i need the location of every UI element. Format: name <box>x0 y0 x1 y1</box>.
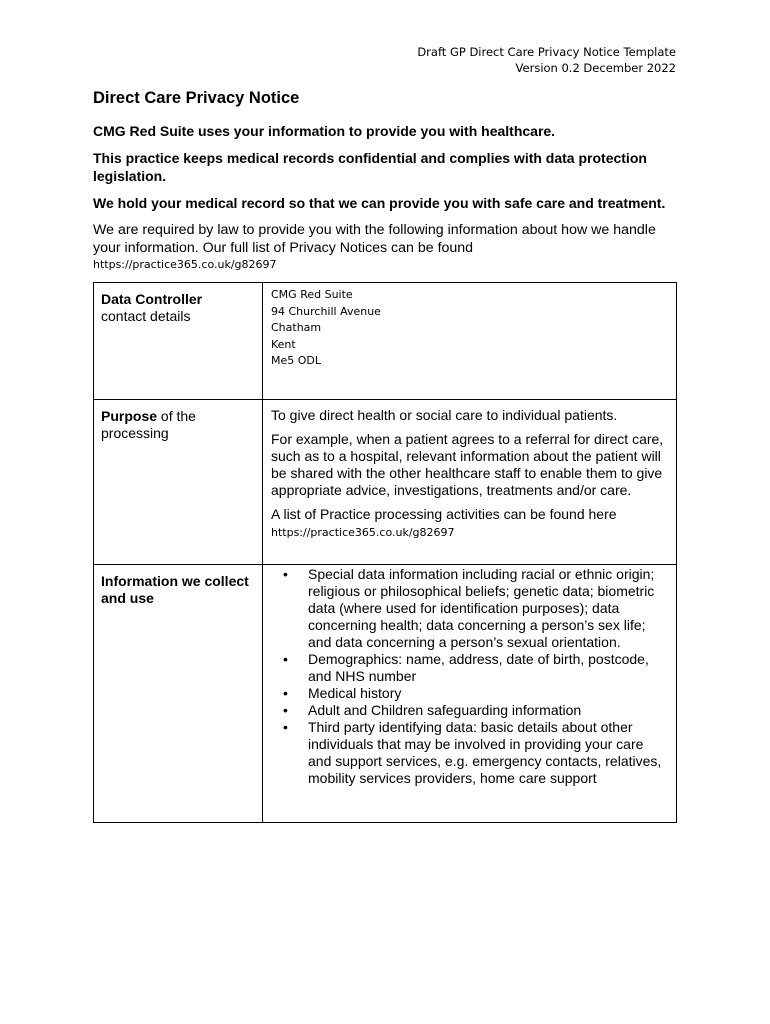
address-line: 94 Churchill Avenue <box>271 304 381 318</box>
list-item: • Special data information including racial or ethnic origin; religious or philosophical beliefs; genetic data; biometric data (where used for identification purposes); data concerning health; data concerning a person’s sex life; and data concerning a person’s sexual orientation. <box>308 566 668 651</box>
table-row-information <box>94 565 677 823</box>
address-line: CMG Red Suite <box>271 288 353 301</box>
table-row-controller <box>94 283 677 400</box>
address-line: Kent <box>271 337 296 351</box>
document-body <box>93 88 677 823</box>
information-label-cell <box>94 565 263 823</box>
document-header <box>417 44 676 76</box>
intro-bold-paragraph: This practice keeps medical records confidential and complies with data protection legislation. <box>93 150 647 184</box>
purpose-detail-cell <box>263 400 677 565</box>
information-bullet-list <box>271 566 668 787</box>
list-item: • Adult and Children safeguarding information <box>308 702 668 719</box>
controller-label-bold: Data Controller <box>101 291 203 307</box>
processing-activities-paragraph: A list of Practice processing activities can be found here <box>271 506 617 522</box>
purpose-paragraph: To give direct health or social care to individual patients. <box>271 407 618 423</box>
purpose-label-bold: Purpose <box>101 408 158 424</box>
purpose-label-cell <box>94 400 263 565</box>
header-version: Version 0.2 December 2022 <box>515 61 676 75</box>
information-list-cell <box>263 565 677 823</box>
controller-label-cell <box>94 283 263 400</box>
intro-paragraph: We are required by law to provide you with the following information about how we handle your information. Our full list of Privacy Notices can be found <box>93 222 656 256</box>
purpose-label-rest: of the processing <box>101 408 196 441</box>
list-item: • Medical history <box>308 685 668 702</box>
controller-address-cell <box>263 283 677 400</box>
address-line: Chatham <box>271 321 322 334</box>
table-row-purpose <box>94 400 677 565</box>
intro-bold-paragraph: We hold your medical record so that we can provide you with safe care and treatment. <box>93 195 666 211</box>
list-item: • Demographics: name, address, date of birth, postcode, and NHS number <box>308 651 668 685</box>
privacy-notices-link[interactable]: https://practice365.co.uk/g82697 <box>93 258 277 271</box>
purpose-example-paragraph: For example, when a patient agrees to a referral for direct care, such as to a hospital, relevant information about the patient will be shared with the other healthcare staff to enable them to give appropriate advice, investigations, treatments and/or care. <box>271 431 664 498</box>
controller-address <box>271 287 668 370</box>
page-title: Direct Care Privacy Notice <box>93 89 300 107</box>
address-line: Me5 ODL <box>271 354 322 367</box>
processing-activities-link[interactable]: https://practice365.co.uk/g82697 <box>271 526 455 539</box>
intro-bold-paragraph: CMG Red Suite uses your information to provide you with healthcare. <box>93 123 556 139</box>
privacy-notice-table <box>93 282 677 823</box>
information-label-bold: Information we collect and use <box>101 573 249 606</box>
list-item: • Third party identifying data: basic details about other individuals that may be involved in providing your care and support services, e.g. emergency contacts, relatives, mobility services providers, home care support <box>308 719 668 787</box>
controller-label-rest: contact details <box>101 308 191 324</box>
header-template-title: Draft GP Direct Care Privacy Notice Template <box>417 45 676 59</box>
